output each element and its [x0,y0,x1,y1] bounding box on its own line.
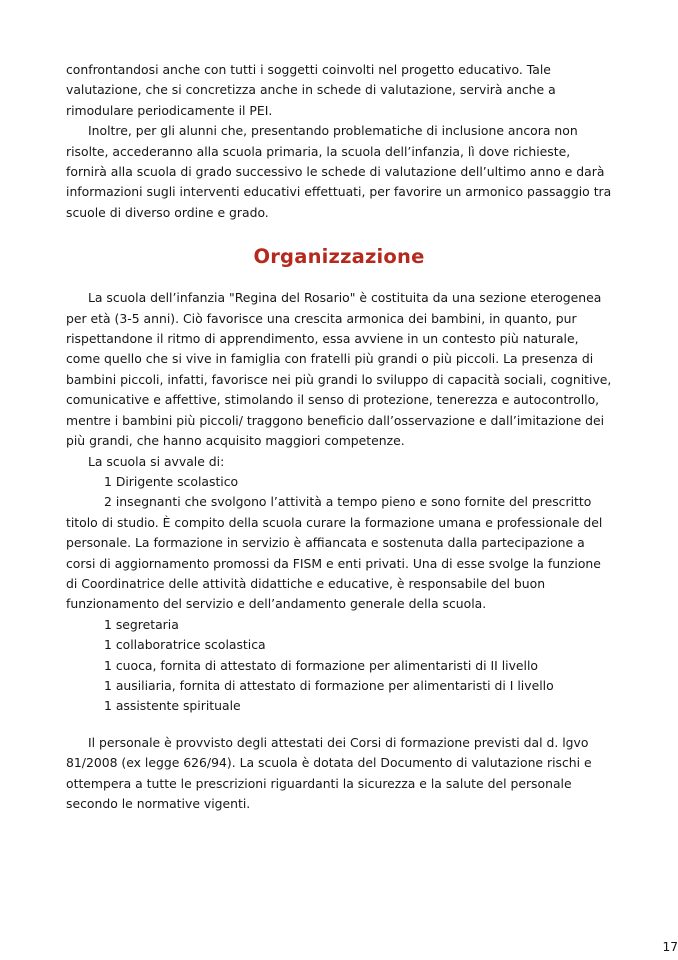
list-item: 1 Dirigente scolastico [104,473,239,489]
page-number: 17 [662,940,678,954]
paragraph-scuola-infanzia: La scuola dell’infanzia "Regina del Rosario" è costituita da una sezione eterogenea per età (3-5 anni). Ciò favorisce una crescita armonica dei bambini, in quanto, pur rispettandone il ritmo di apprendimento, essa avviene in un contesto più naturale, come quello che si vive in famiglia con fratelli più grandi o più piccoli. La presenza di bambini piccoli, infatti, favorisce nei più grandi lo sviluppo di capacità sociali, cognitive, comunicative e affettive, stimolando il senso di protezione, tenerezza e autocontrollo, mentre i bambini più piccoli/ traggono beneficio dall’osservazione e dall’imitazione dei più grandi, che hanno acquisito maggiori competenze. [66,290,612,449]
list-item: 1 ausiliaria, fornita di attestato di formazione per alimentaristi di I livello [104,677,554,693]
spacer [66,717,612,733]
section-heading-organizzazione: Organizzazione [253,245,425,269]
paragraph-continuation: confrontandosi anche con tutti i soggetti coinvolti nel progetto educativo. Tale valutazione, che si concretizza anche in schede di valutazione, servirà anche a rimodulare periodicamente il PEI. [66,62,556,118]
staff-list [66,615,612,717]
list-item: 1 cuoca, fornita di attestato di formazione per alimentaristi di II livello [104,657,539,673]
paragraph-personale-attestati: Il personale è provvisto degli attestati dei Corsi di formazione previsti dal d. lgvo 81/2008 (ex legge 626/94). La scuola è dotata del Documento di valutazione rischi e ottempera a tutte le prescrizioni riguardanti la sicurezza e la salute del personale secondo le normative vigenti. [66,734,592,811]
list-item: 1 segretaria [104,616,179,632]
page-content [66,60,678,954]
paragraph-inclusione: Inoltre, per gli alunni che, presentando problematiche di inclusione ancora non risolte, accederanno alla scuola primaria, la scuola dell’infanzia, lì dove richieste, fornirà alla scuola di grado successivo le schede di valutazione dell’ultimo anno e darà informazioni sugli interventi educativi effettuati, per favorire un armonico passaggio tra scuole di diverso ordine e grado. [66,123,612,220]
list-item: 1 assistente spirituale [104,698,241,714]
list-item: 1 collaboratrice scolastica [104,637,266,653]
paragraph-insegnanti [66,492,612,614]
paragraph-scuola-avvale: La scuola si avvale di: [88,453,225,469]
staff-list-first [66,472,612,492]
paragraph-insegnanti-text: 2 insegnanti che svolgono l’attività a tempo pieno e sono fornite del prescritto titolo di studio. È compito della scuola curare la formazione umana e professionale del personale. La formazione in servizio è affiancata e sostenuta dalla partecipazione a corsi di aggiornamento promossi da FISM e enti privati. Una di esse svolge la funzione di Coordinatrice delle attività didattiche e educative, è responsabile del buon funzionamento del servizio e dell’andamento generale della scuola. [66,494,603,612]
